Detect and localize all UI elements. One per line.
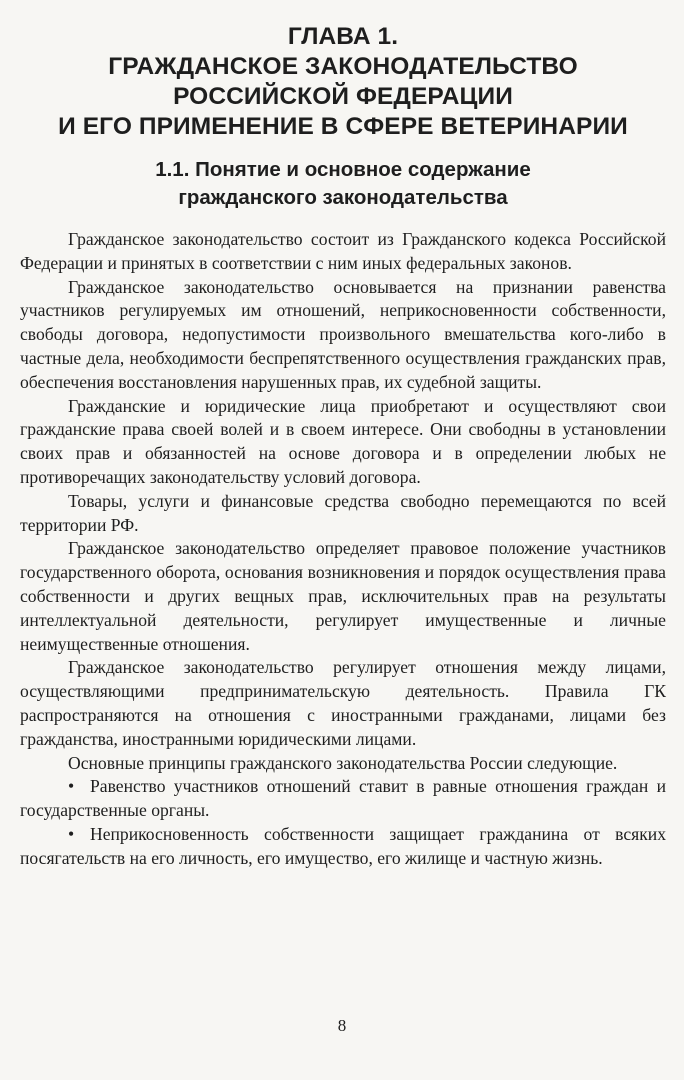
section-title-line: 1.1. Понятие и основное содержание xyxy=(155,158,531,181)
page xyxy=(20,22,666,871)
paragraph: Гражданское законодательство определяет правовое положение участников государственного оборота, основания возникновения и порядок осуществления права собственности и других вещных прав, исключительных прав на результаты интеллектуальной деятельности, регулирует имущественные и личные неимущественные отношения. xyxy=(20,538,666,654)
bullet-item xyxy=(20,823,666,871)
bullet-text: Равенство участников отношений ставит в равные отношения граждан и государственные органы. xyxy=(20,776,666,821)
paragraph: Гражданское законодательство основывается на признании равенства участников регулируемых им отношений, неприкосновенности собственности, свободы договора, недопустимости произвольного вмешательства кого-либо в частные дела, необходимости беспрепятственного осуществления гражданских прав, обеспечения восстановления нарушенных прав, их судебной защиты. xyxy=(20,276,666,392)
chapter-title-line: ГРАЖДАНСКОЕ ЗАКОНОДАТЕЛЬСТВО xyxy=(108,53,578,80)
paragraph: Основные принципы гражданского законодательства России следующие. xyxy=(68,752,618,773)
page-number: 8 xyxy=(337,1016,347,1035)
chapter-title xyxy=(20,22,666,142)
bullet-text: Неприкосновенность собственности защищает гражданина от всяких посягательств на его личность, его имущество, его жилище и частную жизнь. xyxy=(20,823,666,868)
paragraph: Гражданское законодательство состоит из Гражданского кодекса Российской Федерации и принятых в соответствии с ним иных федеральных законов. xyxy=(20,229,666,273)
bullet-item xyxy=(20,775,666,823)
paragraph: Гражданские и юридические лица приобретают и осуществляют свои гражданские права своей волей и в своем интересе. Они свободны в установлении своих прав и обязанностей на основе договора и в определении любых не противоречащих законодательству условий договора. xyxy=(20,395,666,487)
bullet-icon: • xyxy=(68,823,75,844)
section-title xyxy=(20,156,666,212)
body-text xyxy=(20,228,666,871)
chapter-title-line: И ЕГО ПРИМЕНЕНИЕ В СФЕРЕ ВЕТЕРИНАРИИ xyxy=(58,113,628,140)
paragraph: Гражданское законодательство регулирует отношения между лицами, осуществляющими предпринимательскую деятельность. Правила ГК распространяются на отношения с иностранными гражданами, лицами без гражданства, иностранными юридическими лицами. xyxy=(20,657,666,749)
chapter-title-line: РОССИЙСКОЙ ФЕДЕРАЦИИ xyxy=(173,83,513,110)
paragraph: Товары, услуги и финансовые средства свободно перемещаются по всей территории РФ. xyxy=(20,490,666,535)
chapter-title-line: ГЛАВА 1. xyxy=(287,23,399,50)
bullet-icon: • xyxy=(68,776,75,797)
section-title-line: гражданского законодательства xyxy=(178,186,508,209)
